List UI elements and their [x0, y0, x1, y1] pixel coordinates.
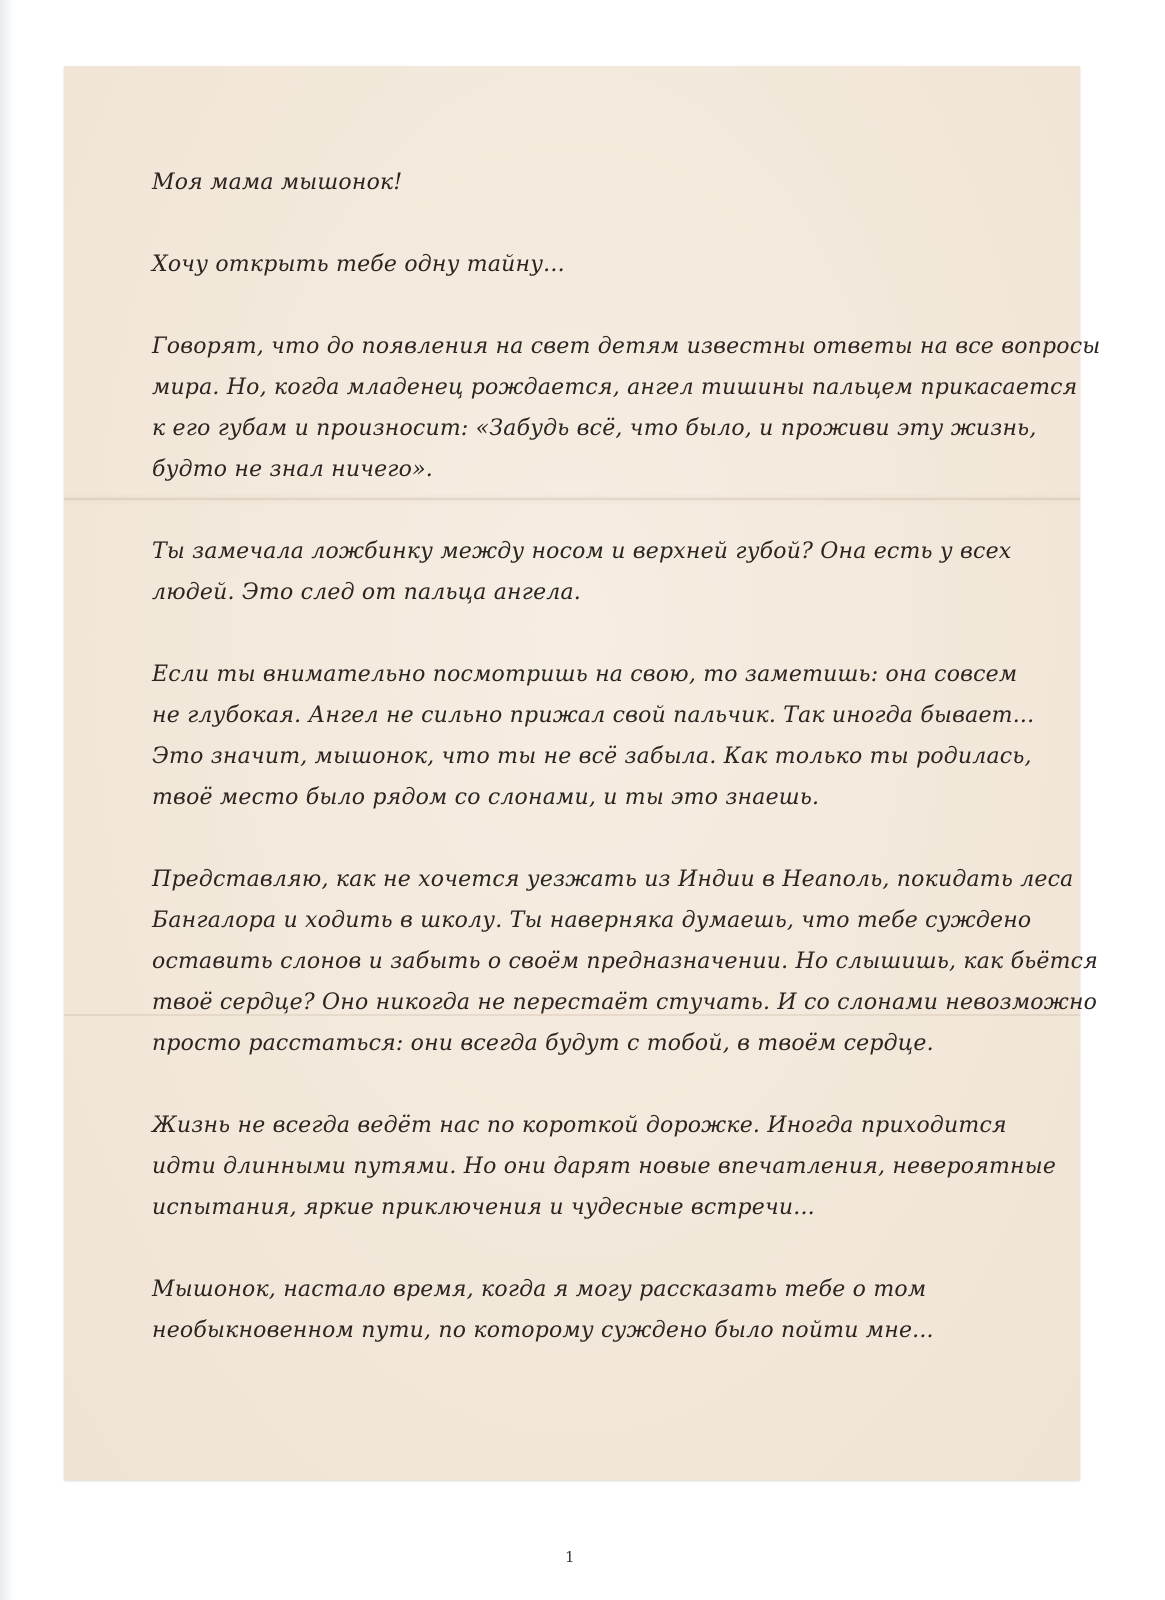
letter-paragraph [152, 859, 1098, 1064]
letter-line: мира. Но, когда младенец рождается, ангел тишины пальцем прикасается [152, 375, 1078, 400]
letter-paragraph [152, 531, 1032, 613]
letter-line: Если ты внимательно посмотришь на свою, то заметишь: она совсем [152, 662, 1018, 687]
letter-line: Представляю, как не хочется уезжать из Индии в Неаполь, покидать леса [152, 867, 1074, 892]
letter-line: не глубокая. Ангел не сильно прижал свой пальчик. Так иногда бывает... [152, 703, 1035, 728]
letter-paragraph [152, 1269, 1032, 1351]
letter-line: к его губам и произносит: «Забудь всё, что было, и проживи эту жизнь, [152, 416, 1037, 441]
letter-paragraph [152, 1105, 1057, 1228]
letter-line: испытания, яркие приключения и чудесные встречи... [152, 1195, 815, 1220]
letter-sheet [64, 66, 1101, 1480]
page-edge-shadow [0, 0, 14, 1600]
letter-line: Ты замечала ложбинку между носом и верхней губой? Она есть у всех [152, 539, 1012, 564]
letter-line: идти длинными путями. Но они дарят новые впечатления, невероятные [152, 1154, 1057, 1179]
page-number: 1 [565, 1548, 575, 1566]
letter-body [152, 162, 1101, 1392]
letter-line: Бангалора и ходить в школу. Ты наверняка думаешь, что тебе суждено [152, 908, 1032, 933]
letter-greeting: Моя мама мышонок! [152, 170, 403, 195]
letter-paragraph [152, 326, 1101, 490]
letter-line: просто расстаться: они всегда будут с тобой, в твоём сердце. [152, 1031, 934, 1056]
letter-line: Жизнь не всегда ведёт нас по короткой дорожке. Иногда приходится [152, 1113, 1007, 1138]
letter-line: будто не знал ничего». [152, 457, 433, 482]
letter-line: людей. Это след от пальца ангела. [152, 580, 582, 605]
letter-line: твоё место было рядом со слонами, и ты это знаешь. [152, 785, 820, 810]
letter-line: Хочу открыть тебе одну тайну... [152, 252, 565, 277]
letter-line: оставить слонов и забыть о своём предназначении. Но слышишь, как бьётся [152, 949, 1098, 974]
letter-line: Мышонок, настало время, когда я могу рассказать тебе о том [152, 1277, 927, 1302]
letter-line: необыкновенном пути, по которому суждено было пойти мне... [152, 1318, 934, 1343]
letter-paragraph [152, 244, 1032, 285]
letter-line: твоё сердце? Оно никогда не перестаёт стучать. И со слонами невозможно [152, 990, 1098, 1015]
letter-line: Говорят, что до появления на свет детям известны ответы на все вопросы [152, 334, 1101, 359]
letter-line: Это значит, мышонок, что ты не всё забыла. Как только ты родилась, [152, 744, 1032, 769]
letter-paragraph [152, 654, 1035, 818]
